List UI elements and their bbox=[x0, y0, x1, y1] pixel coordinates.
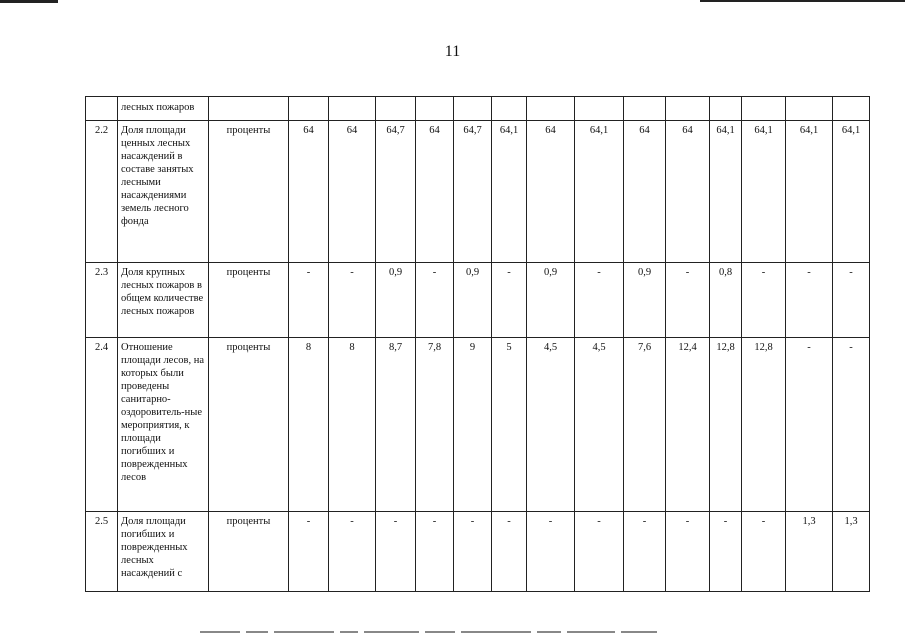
value-cell: 1,3 bbox=[833, 512, 870, 592]
value-cell bbox=[416, 97, 454, 121]
indicator-unit: проценты bbox=[209, 512, 289, 592]
value-cell: 0,9 bbox=[376, 263, 416, 338]
value-cell: - bbox=[376, 512, 416, 592]
value-cell: 64,1 bbox=[575, 121, 624, 263]
row-2-2 bbox=[86, 121, 870, 263]
value-cell bbox=[329, 97, 376, 121]
value-cell: - bbox=[329, 512, 376, 592]
value-cell bbox=[454, 97, 492, 121]
value-cell: - bbox=[742, 512, 786, 592]
value-cell: 4,5 bbox=[527, 338, 575, 512]
page-number: 11 bbox=[444, 43, 461, 60]
value-cell: - bbox=[742, 263, 786, 338]
value-cell: - bbox=[575, 512, 624, 592]
value-cell: 12,8 bbox=[742, 338, 786, 512]
value-cell: 64,1 bbox=[742, 121, 786, 263]
value-cell: - bbox=[710, 512, 742, 592]
bottom-scan-noise bbox=[200, 631, 720, 637]
value-cell: 4,5 bbox=[575, 338, 624, 512]
value-cell: 0,9 bbox=[454, 263, 492, 338]
indicators-table bbox=[85, 96, 870, 592]
value-cell: - bbox=[527, 512, 575, 592]
value-cell bbox=[376, 97, 416, 121]
value-cell bbox=[289, 97, 329, 121]
value-cell: 8 bbox=[329, 338, 376, 512]
indicator-number: 2.4 bbox=[86, 338, 118, 512]
value-cell: - bbox=[624, 512, 666, 592]
value-cell bbox=[666, 97, 710, 121]
value-cell: 8,7 bbox=[376, 338, 416, 512]
value-cell: 64,7 bbox=[454, 121, 492, 263]
value-cell: 0,8 bbox=[710, 263, 742, 338]
value-cell: - bbox=[416, 512, 454, 592]
value-cell: 64,1 bbox=[833, 121, 870, 263]
value-cell: 64 bbox=[666, 121, 710, 263]
value-cell: - bbox=[833, 263, 870, 338]
value-cell bbox=[786, 97, 833, 121]
value-cell: 64,1 bbox=[492, 121, 527, 263]
value-cell: 7,8 bbox=[416, 338, 454, 512]
value-cell: - bbox=[786, 263, 833, 338]
value-cell bbox=[492, 97, 527, 121]
indicator-name: Доля крупных лесных пожаров в общем количестве лесных пожаров bbox=[118, 263, 209, 338]
top-rule-right bbox=[700, 0, 905, 2]
value-cell: 5 bbox=[492, 338, 527, 512]
value-cell: 64,7 bbox=[376, 121, 416, 263]
value-cell: 64 bbox=[329, 121, 376, 263]
value-cell: - bbox=[575, 263, 624, 338]
value-cell bbox=[833, 97, 870, 121]
value-cell bbox=[575, 97, 624, 121]
value-cell: 64,1 bbox=[786, 121, 833, 263]
value-cell bbox=[624, 97, 666, 121]
value-cell: 9 bbox=[454, 338, 492, 512]
row-2-3 bbox=[86, 263, 870, 338]
value-cell bbox=[710, 97, 742, 121]
value-cell: - bbox=[454, 512, 492, 592]
value-cell: 12,4 bbox=[666, 338, 710, 512]
indicator-unit bbox=[209, 97, 289, 121]
indicator-name: Доля площади ценных лесных насаждений в составе занятых лесными насаждениями земель лесного фонда bbox=[118, 121, 209, 263]
value-cell: 0,9 bbox=[527, 263, 575, 338]
indicator-unit: проценты bbox=[209, 338, 289, 512]
value-cell: - bbox=[666, 263, 710, 338]
value-cell: - bbox=[289, 263, 329, 338]
value-cell: - bbox=[492, 512, 527, 592]
value-cell: 12,8 bbox=[710, 338, 742, 512]
value-cell: 8 bbox=[289, 338, 329, 512]
value-cell: 64 bbox=[416, 121, 454, 263]
value-cell bbox=[742, 97, 786, 121]
indicator-name: лесных пожаров bbox=[118, 97, 209, 121]
indicator-unit: проценты bbox=[209, 121, 289, 263]
indicator-number bbox=[86, 97, 118, 121]
value-cell: - bbox=[833, 338, 870, 512]
indicator-unit: проценты bbox=[209, 263, 289, 338]
value-cell: - bbox=[329, 263, 376, 338]
indicator-name: Доля площади погибших и поврежденных лесных насаждений с bbox=[118, 512, 209, 592]
row-continuation bbox=[86, 97, 870, 121]
top-rule-left bbox=[0, 0, 58, 3]
value-cell: 64,1 bbox=[710, 121, 742, 263]
indicator-number: 2.3 bbox=[86, 263, 118, 338]
value-cell: - bbox=[786, 338, 833, 512]
value-cell: 0,9 bbox=[624, 263, 666, 338]
value-cell: - bbox=[666, 512, 710, 592]
row-2-4 bbox=[86, 338, 870, 512]
value-cell: 64 bbox=[527, 121, 575, 263]
indicator-number: 2.5 bbox=[86, 512, 118, 592]
value-cell: 7,6 bbox=[624, 338, 666, 512]
value-cell: - bbox=[416, 263, 454, 338]
value-cell: - bbox=[492, 263, 527, 338]
indicator-name: Отношение площади лесов, на которых были проведены санитарно-оздоровитель-ные мероприятия, к площади погибших и поврежденных лесов bbox=[118, 338, 209, 512]
value-cell: - bbox=[289, 512, 329, 592]
value-cell: 1,3 bbox=[786, 512, 833, 592]
row-2-5 bbox=[86, 512, 870, 592]
value-cell bbox=[527, 97, 575, 121]
indicator-number: 2.2 bbox=[86, 121, 118, 263]
value-cell: 64 bbox=[289, 121, 329, 263]
value-cell: 64 bbox=[624, 121, 666, 263]
